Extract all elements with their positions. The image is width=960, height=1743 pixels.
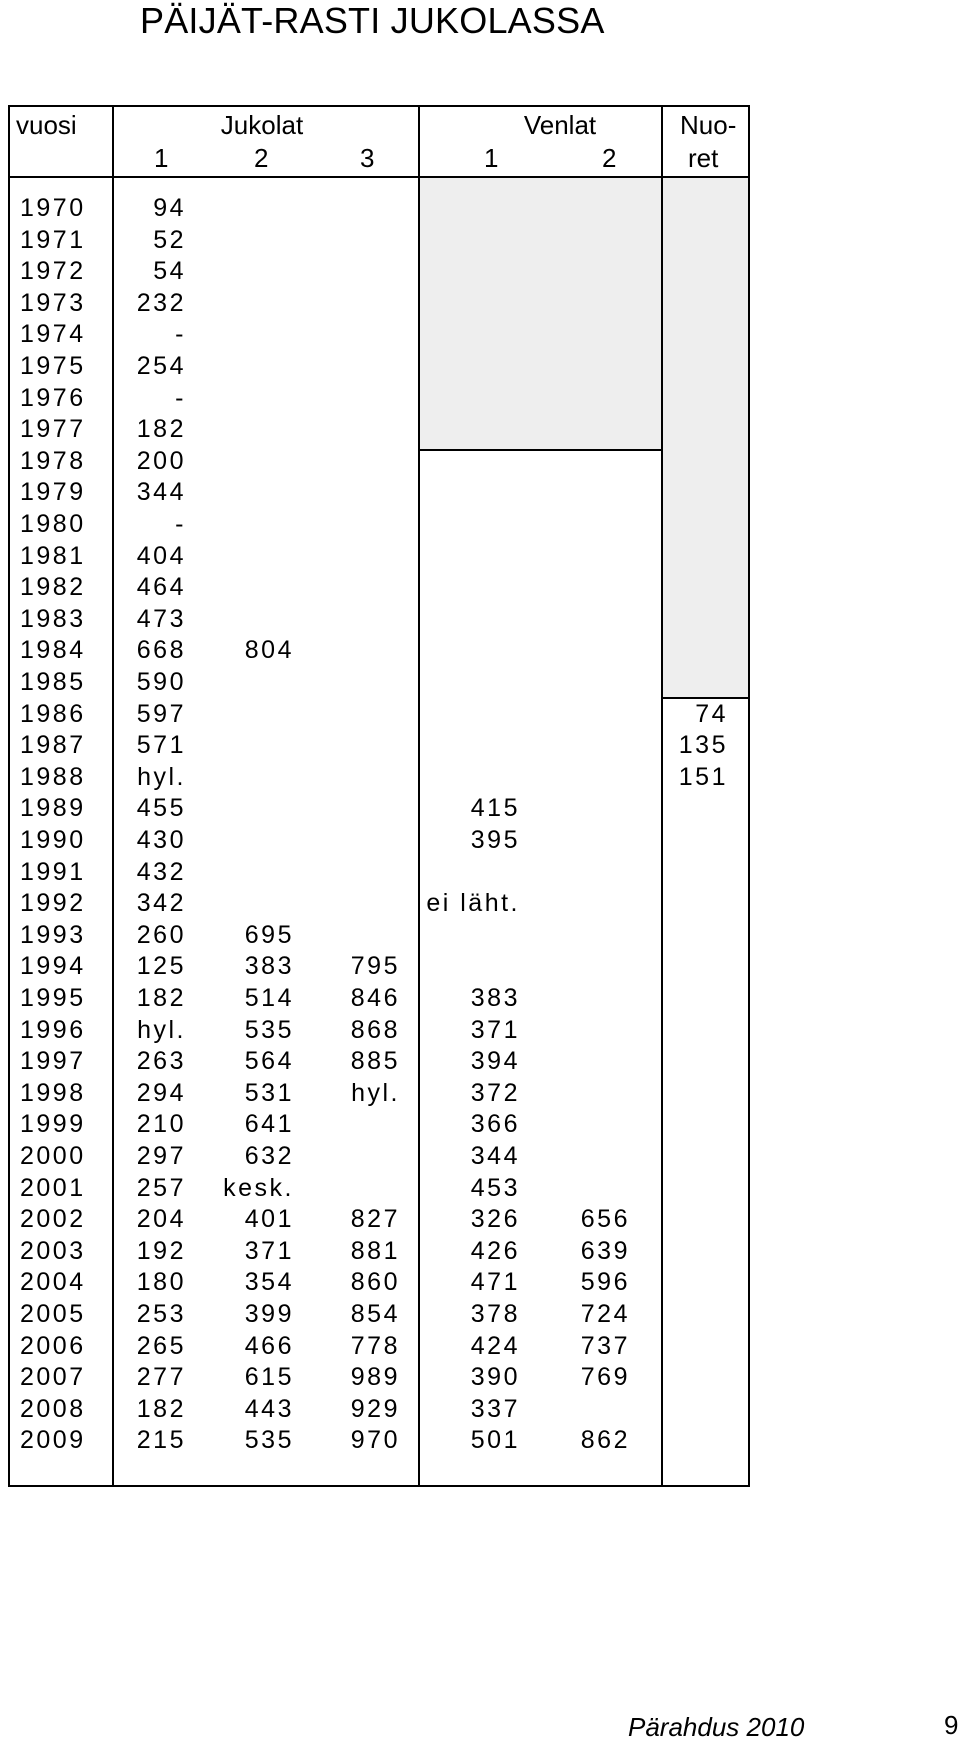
cell-jukolat-2: 535	[244, 1426, 294, 1455]
table-row	[0, 255, 960, 287]
cell-venlat-1: 394	[470, 1047, 520, 1076]
cell-venlat-1: 337	[470, 1394, 520, 1423]
cell-jukolat-1: 590	[136, 668, 186, 696]
table-row	[0, 1361, 960, 1393]
cell-jukolat-1: hyl.	[137, 762, 186, 791]
cell-year: 1989	[20, 794, 86, 823]
table-row	[0, 1077, 960, 1109]
header-venlat: Venlat	[523, 110, 597, 140]
cell-year: 1972	[20, 257, 86, 286]
cell-year: 1987	[20, 731, 86, 760]
table-row	[0, 1045, 960, 1077]
table-row	[0, 1298, 960, 1330]
cell-year: 2006	[20, 1331, 86, 1360]
cell-year: 1977	[20, 415, 86, 444]
cell-jukolat-1: hyl.	[137, 1015, 186, 1044]
cell-jukolat-1: 200	[136, 446, 186, 475]
cell-venlat-1: 344	[470, 1142, 520, 1170]
header-venlat-1: 1	[484, 143, 499, 173]
cell-jukolat-1: 232	[136, 288, 186, 317]
table-row	[0, 1235, 960, 1267]
table-row	[0, 1014, 960, 1046]
header-jukolat: Jukolat	[220, 110, 304, 140]
table-row	[0, 350, 960, 382]
cell-venlat-2: 862	[580, 1426, 630, 1455]
cell-year: 1975	[20, 352, 86, 380]
cell-year: 1993	[20, 920, 86, 949]
table-row	[0, 287, 960, 319]
table-row	[0, 982, 960, 1014]
cell-jukolat-1: 192	[136, 1236, 186, 1265]
header-separator	[8, 176, 750, 178]
cell-year: 1971	[20, 225, 86, 254]
cell-year: 2004	[20, 1268, 86, 1297]
table-row	[0, 192, 960, 224]
cell-jukolat-1: 342	[136, 889, 186, 918]
cell-jukolat-2: 535	[244, 1015, 294, 1044]
cell-venlat-1: 415	[470, 794, 520, 823]
cell-venlat-1: 426	[470, 1236, 520, 1265]
cell-jukolat-2: 383	[244, 952, 294, 981]
cell-year: 2008	[20, 1394, 86, 1423]
table-row	[0, 318, 960, 350]
cell-jukolat-1: 94	[153, 194, 186, 222]
cell-nuoret: 74	[695, 699, 728, 728]
table-row	[0, 1108, 960, 1140]
cell-jukolat-3: 795	[350, 952, 400, 981]
cell-jukolat-2: 401	[244, 1205, 294, 1234]
table-row	[0, 761, 960, 793]
cell-venlat-2: 656	[580, 1205, 630, 1234]
table-row	[0, 856, 960, 888]
cell-year: 1986	[20, 699, 86, 728]
cell-nuoret: 151	[678, 762, 728, 791]
cell-venlat-1: 501	[470, 1426, 520, 1455]
cell-venlat-1: 378	[470, 1300, 520, 1328]
cell-year: 2000	[20, 1142, 86, 1170]
cell-jukolat-2: 531	[244, 1078, 294, 1107]
cell-year: 1984	[20, 636, 86, 665]
table-row	[0, 887, 960, 919]
cell-jukolat-1: 432	[136, 857, 186, 886]
cell-venlat-1: 371	[470, 1015, 520, 1044]
cell-jukolat-1: 254	[136, 352, 186, 380]
cell-year: 2003	[20, 1236, 86, 1265]
header-jukolat-2: 2	[254, 143, 269, 173]
cell-year: 1995	[20, 984, 86, 1012]
cell-year: 1996	[20, 1015, 86, 1044]
table-row	[0, 445, 960, 477]
cell-venlat-2: 737	[580, 1331, 630, 1360]
cell-jukolat-1: 265	[136, 1331, 186, 1360]
cell-jukolat-1: 297	[136, 1142, 186, 1170]
cell-jukolat-2: 695	[244, 920, 294, 949]
cell-year: 2007	[20, 1363, 86, 1392]
cell-year: 1979	[20, 478, 86, 507]
table-row	[0, 1330, 960, 1362]
table-row	[0, 476, 960, 508]
cell-jukolat-3: hyl.	[351, 1078, 400, 1107]
table-row	[0, 1140, 960, 1172]
cell-jukolat-1: 182	[136, 415, 186, 444]
cell-jukolat-3: 827	[350, 1205, 400, 1234]
cell-jukolat-1: 668	[136, 636, 186, 665]
header-jukolat-1: 1	[154, 143, 169, 173]
cell-year: 1998	[20, 1078, 86, 1107]
header-jukolat-3: 3	[360, 143, 375, 173]
cell-jukolat-1: -	[175, 383, 186, 412]
cell-venlat-1: 395	[470, 826, 520, 854]
table-row	[0, 1203, 960, 1235]
cell-jukolat-3: 885	[350, 1047, 400, 1076]
cell-jukolat-3: 929	[350, 1394, 400, 1423]
table-top-border	[8, 105, 750, 107]
table-row	[0, 1424, 960, 1456]
table-row	[0, 792, 960, 824]
table-row	[0, 382, 960, 414]
cell-jukolat-1: 597	[136, 699, 186, 728]
cell-jukolat-3: 989	[350, 1363, 400, 1392]
cell-venlat-1: 424	[470, 1331, 520, 1360]
cell-jukolat-3: 881	[350, 1236, 400, 1265]
cell-year: 1970	[20, 194, 86, 222]
cell-year: 2009	[20, 1426, 86, 1455]
cell-year: 1990	[20, 826, 86, 854]
cell-venlat-1: 372	[470, 1078, 520, 1107]
cell-nuoret: 135	[678, 731, 728, 760]
header-nuoret-top: Nuo-	[680, 110, 737, 140]
cell-jukolat-1: 473	[136, 604, 186, 633]
cell-jukolat-1: 182	[136, 984, 186, 1012]
table-row	[0, 729, 960, 761]
cell-jukolat-2: 615	[244, 1363, 294, 1392]
table-row	[0, 224, 960, 256]
cell-venlat-2: 769	[580, 1363, 630, 1392]
cell-jukolat-2: 804	[244, 636, 294, 665]
cell-jukolat-2: 399	[244, 1300, 294, 1328]
cell-jukolat-2: 466	[244, 1331, 294, 1360]
table-row	[0, 540, 960, 572]
cell-jukolat-1: 52	[153, 225, 186, 254]
cell-year: 1976	[20, 383, 86, 412]
cell-jukolat-1: 294	[136, 1078, 186, 1107]
cell-jukolat-1: 455	[136, 794, 186, 823]
header-venlat-2: 2	[602, 143, 617, 173]
cell-venlat-1: 326	[470, 1205, 520, 1234]
cell-jukolat-2: 641	[244, 1110, 294, 1139]
cell-jukolat-1: 215	[136, 1426, 186, 1455]
publication-name: Pärahdus 2010	[628, 1712, 805, 1742]
cell-year: 1973	[20, 288, 86, 317]
cell-venlat-2: 639	[580, 1236, 630, 1265]
page-title: PÄIJÄT-RASTI JUKOLASSA	[140, 0, 605, 41]
cell-venlat-1: 453	[470, 1173, 520, 1202]
cell-jukolat-1: 54	[153, 257, 186, 286]
cell-year: 1982	[20, 573, 86, 602]
cell-jukolat-1: 571	[136, 731, 186, 760]
cell-venlat-2: 724	[580, 1300, 630, 1328]
cell-jukolat-1: 430	[136, 826, 186, 854]
cell-jukolat-1: 253	[136, 1300, 186, 1328]
cell-year: 2005	[20, 1300, 86, 1328]
cell-jukolat-1: 464	[136, 573, 186, 602]
cell-year: 1978	[20, 446, 86, 475]
cell-jukolat-2: 443	[244, 1394, 294, 1423]
cell-year: 1992	[20, 889, 86, 918]
cell-venlat-1: 366	[470, 1110, 520, 1139]
cell-jukolat-1: 204	[136, 1205, 186, 1234]
cell-venlat-1: 390	[470, 1363, 520, 1392]
cell-venlat-2: 596	[580, 1268, 630, 1297]
cell-jukolat-2: 354	[244, 1268, 294, 1297]
cell-jukolat-3: 970	[350, 1426, 400, 1455]
cell-jukolat-3: 860	[350, 1268, 400, 1297]
table-row	[0, 1266, 960, 1298]
cell-year: 1999	[20, 1110, 86, 1139]
table-row	[0, 950, 960, 982]
cell-year: 1980	[20, 510, 86, 538]
cell-jukolat-3: 854	[350, 1300, 400, 1328]
cell-year: 2002	[20, 1205, 86, 1234]
table-row	[0, 666, 960, 698]
cell-jukolat-2: 632	[244, 1142, 294, 1170]
cell-year: 1974	[20, 320, 86, 349]
cell-jukolat-1: 182	[136, 1394, 186, 1423]
cell-jukolat-3: 846	[350, 984, 400, 1012]
table-row	[0, 698, 960, 730]
cell-jukolat-1: 263	[136, 1047, 186, 1076]
cell-jukolat-1: 257	[136, 1173, 186, 1202]
table-row	[0, 603, 960, 635]
cell-year: 1981	[20, 541, 86, 570]
cell-year: 1988	[20, 762, 86, 791]
cell-jukolat-2: 371	[244, 1236, 294, 1265]
cell-jukolat-2: 564	[244, 1047, 294, 1076]
cell-jukolat-1: 125	[136, 952, 186, 981]
cell-venlat-1: ei läht.	[426, 889, 520, 918]
cell-jukolat-3: 868	[350, 1015, 400, 1044]
cell-jukolat-2: 514	[244, 984, 294, 1012]
cell-jukolat-2: kesk.	[223, 1173, 294, 1202]
header-vuosi: vuosi	[16, 110, 77, 140]
cell-jukolat-1: 277	[136, 1363, 186, 1392]
table-row	[0, 1393, 960, 1425]
cell-year: 1994	[20, 952, 86, 981]
table-row	[0, 824, 960, 856]
cell-year: 1997	[20, 1047, 86, 1076]
cell-year: 1991	[20, 857, 86, 886]
table-bottom-border	[8, 1485, 750, 1487]
table-row	[0, 919, 960, 951]
cell-jukolat-1: 180	[136, 1268, 186, 1297]
table-row	[0, 413, 960, 445]
cell-jukolat-3: 778	[350, 1331, 400, 1360]
cell-venlat-1: 383	[470, 984, 520, 1012]
cell-jukolat-1: 344	[136, 478, 186, 507]
header-nuoret-bottom: ret	[688, 143, 719, 173]
table-row	[0, 634, 960, 666]
cell-year: 1985	[20, 668, 86, 696]
cell-year: 2001	[20, 1173, 86, 1202]
cell-jukolat-1: 404	[136, 541, 186, 570]
cell-year: 1983	[20, 604, 86, 633]
table-row	[0, 1172, 960, 1204]
table-row	[0, 571, 960, 603]
page-number: 9	[944, 1710, 959, 1740]
cell-jukolat-1: 210	[136, 1110, 186, 1139]
cell-jukolat-1: 260	[136, 920, 186, 949]
cell-jukolat-1: -	[175, 510, 186, 538]
cell-jukolat-1: -	[175, 320, 186, 349]
cell-venlat-1: 471	[470, 1268, 520, 1297]
table-row	[0, 508, 960, 540]
